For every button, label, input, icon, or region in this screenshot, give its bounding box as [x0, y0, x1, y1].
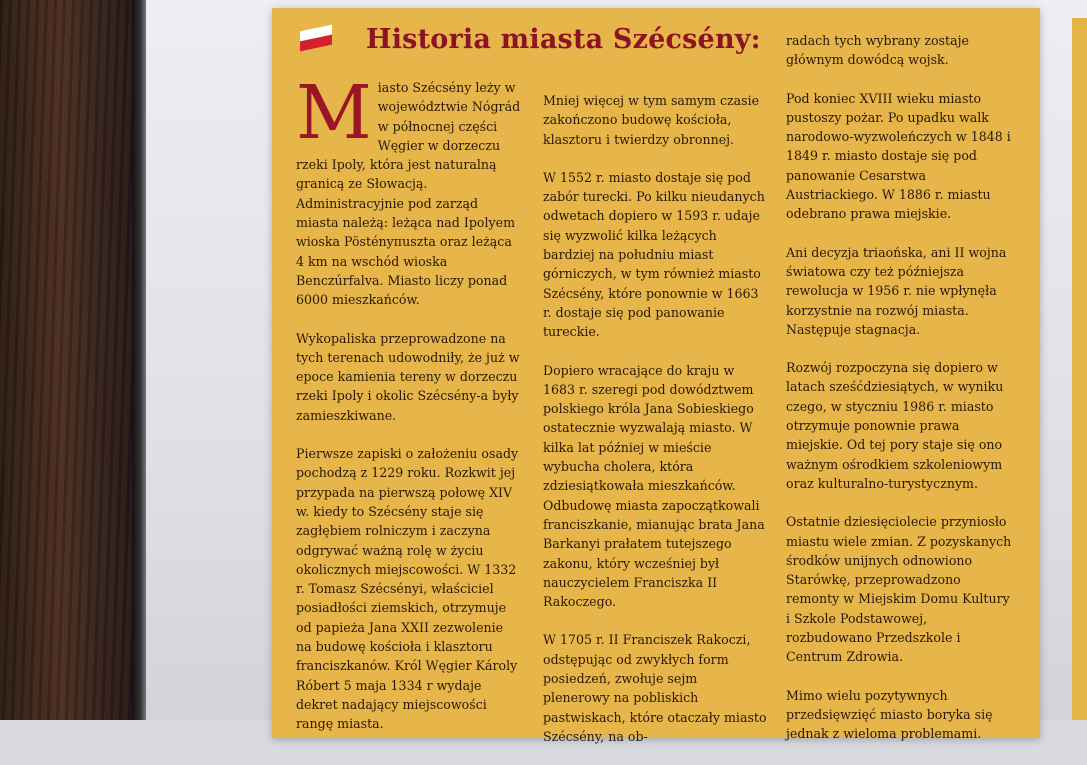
- poster-title: Historia miasta Szécsény:: [366, 24, 761, 55]
- text-column-1: [296, 70, 522, 753]
- paragraph: Dopiero wracające do kraju w 1683 r. szeregi pod dowództwem polskiego króla Jana Sobieskiego ostatecznie wyzwalają miasto. W kilka lat później w mieście wybucha cholera, która zdziesiątkowała mieszkańców. Odbudowę miasta zapoczątkowali franciszkanie, mianując brata Jana Barkanyi prałatem tutejszego zakonu, który wcześniej był nauczycielem Franciszka II Rakoczego.: [543, 362, 765, 610]
- paragraph: Pod koniec XVIII wieku miasto pustoszy pożar. Po upadku walk narodowo-wyzwoleńczych w 1848 i 1849 r. miasto dostaje się pod panowanie Cesarstwa Austriackiego. W 1886 r. miastu odebrano prawa miejskie.: [786, 90, 1011, 222]
- adjacent-poster-edge: [1072, 18, 1087, 720]
- paragraph-text: iasto Szécsény leży w województwie Nógrád w północnej części Węgier w dorzeczu rzeki Ipoly, która jest naturalną granicą ze Słowacją. Administracyjnie pod zarząd miasta należą: leżąca nad Ipolyem wioska Pöstényпuszta oraz leżąca 4 km na wschód wioska Benczúrfalva. Miasto liczy ponad 6000 mieszkańców.: [296, 80, 521, 308]
- paragraph: [296, 70, 522, 310]
- wooden-frame: [0, 0, 140, 720]
- drop-cap: M: [296, 70, 372, 156]
- paragraph: radach tych wybrany zostaje głównym dowódcą wojsk.: [786, 33, 969, 68]
- text-column-2: [543, 91, 767, 765]
- paragraph: Ostatnie dziesięciolecie przyniosło miastu wiele zmian. Z pozyskanych środków unijnych odnowiono Starówkę, przeprowadzono remonty w Miejskim Domu Kultury i Szkole Podstawowej, rozbudowano Przedszkole i Centrum Zdrowia.: [786, 514, 1012, 665]
- paragraph: Mniej więcej w tym samym czasie zakończono budowę kościoła, klasztoru i twierdzy obronnej.: [543, 93, 760, 147]
- paragraph: Pierwsze zapiski o założeniu osady pochodzą z 1229 roku. Rozkwit jej przypada na pierwszą połowę XIV w. kiedy to Szécsény staje się zagłębiem rolniczym i zaczyna odgrywać ważną rolę w życiu okolicznych miejscowości. W 1332 r. Tomasz Szécsényi, właściciel posiadłości ziemskich, otrzymuje od papieża Jana XXII zezwolenie na budowę kościoła i klasztoru franciszkanów. Król Węgier Károly Róbert 5 maja 1334 r wydaje dekret nadający miejscowości rangę miasta.: [296, 446, 519, 732]
- paragraph: Wykopaliska przeprowadzone na tych terenach udowodniły, że już w epoce kamienia tereny w dorzeczu rzeki Ipoly i okolic Szécsény-a były zamieszkiwane.: [296, 330, 520, 423]
- paragraph: W 1705 r. II Franciszek Rakoczi, odstępując od zwykłych form posiedzeń, zwołuje sejm plenerowy na pobliskich pastwiskach, które otaczały miasto Szécsény, na ob-: [543, 632, 767, 744]
- text-column-3: [786, 31, 1014, 763]
- paragraph: Mimo wielu pozytywnych przedsięwzięć miasto boryka się jednak z wieloma problemami.: [786, 687, 993, 742]
- frame-edge: [132, 0, 146, 720]
- paragraph: Rozwój rozpoczyna się dopiero w latach sześćdziesiątych, w wyniku czego, w styczniu 1986 r. miasto otrzymuje ponownie prawa miejskie. Od tej pory staje się ono ważnym ośrodkiem szkoleniowym oraz kulturalno-turystycznym.: [786, 360, 1004, 491]
- paragraph: Ani decyzja triaońska, ani II wojna światowa czy też późniejsza rewolucja w 1956 r. nie wpłynęła korzystnie na rozwój miasta. Następuje stagnacja.: [786, 244, 1007, 337]
- paragraph: W 1552 r. miasto dostaje się pod zabór turecki. Po kilku nieudanych odwetach dopiero w 1593 r. udaje się wyzwolić kilka leżących bardziej na południu miast górniczych, w tym również miasto Szécsény, które ponownie w 1663 r. dostaje się pod panowanie tureckie.: [543, 169, 765, 340]
